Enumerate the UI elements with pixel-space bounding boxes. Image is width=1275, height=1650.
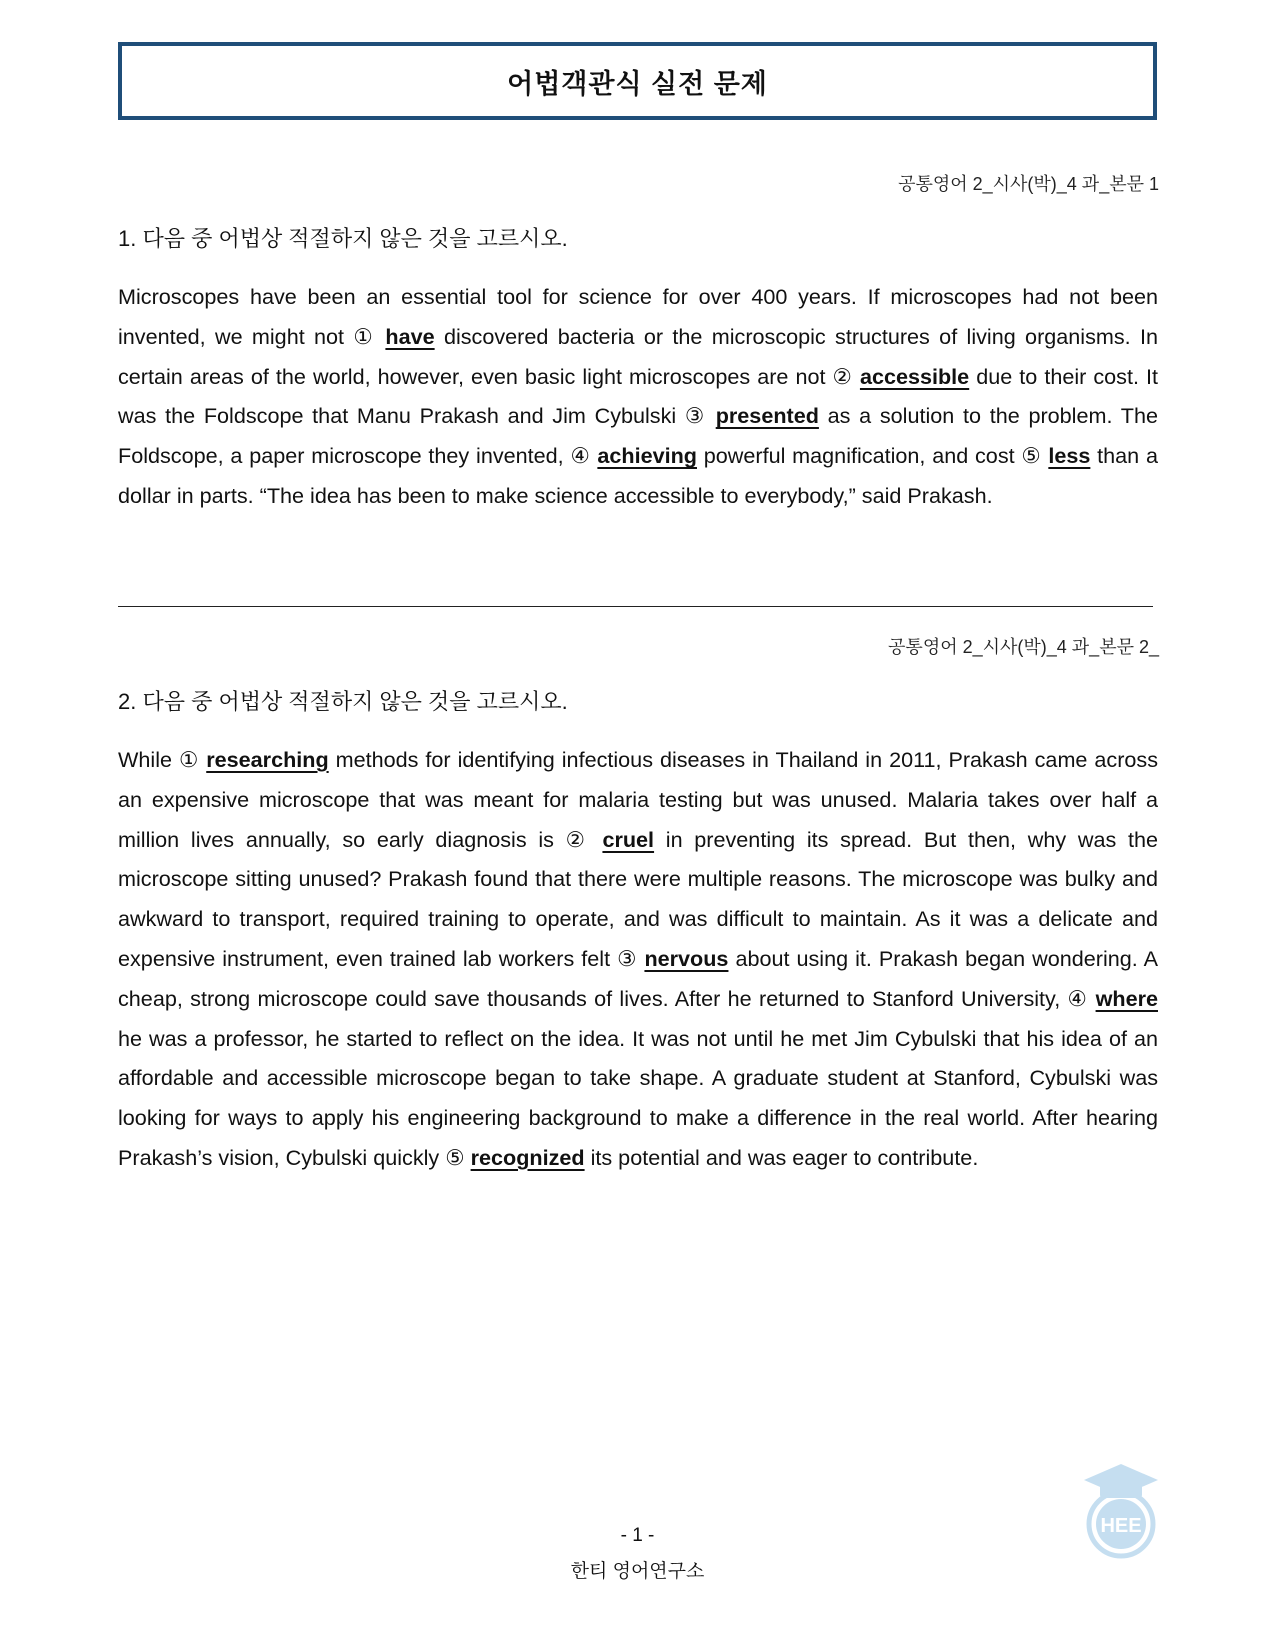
q2-source: 공통영어 2_시사(박)_4 과_본문 2_ — [888, 637, 1159, 657]
passage-text: discovered bacteria or the microscopic structures of living organisms. In certain areas of the world, however, even basic light microscopes are not ② — [118, 323, 1158, 389]
page-title: 어법객관식 실전 문제 — [507, 68, 768, 99]
underlined-choice-word: presented — [715, 403, 819, 429]
logo-text: HEE — [1100, 1515, 1142, 1537]
section-divider — [118, 606, 1153, 607]
underlined-choice-word: have — [385, 323, 435, 349]
underlined-choice-word: where — [1095, 985, 1158, 1011]
q1-passage — [118, 277, 1158, 516]
passage-text: in preventing its spread. But then, why was the microscope sitting unused? Prakash found that there were multiple reasons. The microscope was bulky and awkward to transport, required training to operate, and was difficult to maintain. As it was a delicate and expensive instrument, even trained lab workers felt ③ — [118, 826, 1158, 971]
footer-organization: 한티 영어연구소 — [570, 1561, 705, 1582]
passage-text: than a dollar in parts. “The idea has been to make science accessible to everybody,” said Prakash. — [118, 443, 1158, 508]
passage-text: about using it. Prakash began wondering. A cheap, strong microscope could save thousands of lives. After he returned to Stanford University, ④ — [118, 945, 1158, 1011]
underlined-choice-word: recognized — [470, 1144, 585, 1170]
q2-question: 2. 다음 중 어법상 적절하지 않은 것을 고르시오. — [118, 689, 568, 714]
underlined-choice-word: achieving — [597, 443, 697, 469]
q1-source: 공통영어 2_시사(박)_4 과_본문 1 — [898, 174, 1159, 194]
q1-question: 1. 다음 중 어법상 적절하지 않은 것을 고르시오. — [118, 226, 568, 251]
underlined-choice-word: nervous — [644, 945, 729, 971]
title-box — [118, 42, 1157, 120]
passage-text: While ① — [118, 747, 207, 772]
hee-logo-watermark — [1080, 1460, 1162, 1560]
underlined-choice-word: accessible — [859, 363, 970, 389]
page-number: - 1 - — [620, 1525, 655, 1546]
underlined-choice-word: less — [1048, 443, 1091, 469]
underlined-choice-word: cruel — [602, 826, 655, 852]
passage-text: he was a professor, he started to reflect on the idea. It was not until he met Jim Cybulski that his idea of an affordable and accessible microscope began to take shape. A graduate student at Stanford, Cybulski was looking for ways to apply his engineering background to make a difference in the real world. After hearing Prakash’s vision, Cybulski quickly ⑤ — [118, 1025, 1158, 1170]
passage-text: due to their cost. It was the Foldscope that Manu Prakash and Jim Cybulski ③ — [118, 363, 1158, 429]
passage-text: Microscopes have been an essential tool for science for over 400 years. If microscopes had not been invented, we might not ① — [118, 284, 1158, 349]
passage-text: methods for identifying infectious diseases in Thailand in 2011, Prakash came across an expensive microscope that was meant for malaria testing but was unused. Malaria takes over half a million lives annually, so early diagnosis is ② — [118, 747, 1158, 852]
passage-text: as a solution to the problem. The Foldscope, a paper microscope they invented, ④ — [118, 403, 1158, 469]
passage-text: its potential and was eager to contribute. — [584, 1144, 979, 1170]
q2-passage — [118, 740, 1158, 1178]
passage-text: powerful magnification, and cost ⑤ — [696, 443, 1049, 469]
underlined-choice-word: researching — [206, 747, 329, 772]
